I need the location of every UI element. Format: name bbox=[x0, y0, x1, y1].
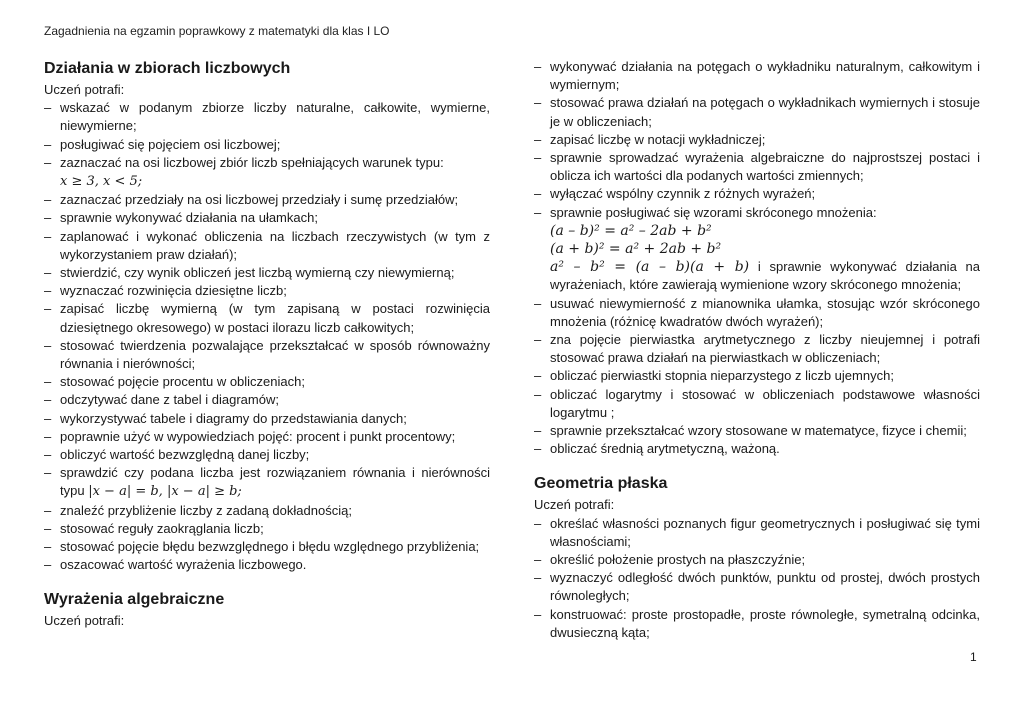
list-item bbox=[44, 464, 490, 501]
list-item: – wykorzystywać tabele i diagramy do przedstawiania danych; bbox=[44, 410, 490, 428]
list-item: – odczytywać dane z tabel i diagramów; bbox=[44, 391, 490, 409]
list-item bbox=[44, 154, 490, 191]
list-item: – zna pojęcie pierwiastka arytmetycznego z liczby nieujemnej i potrafi stosować prawa działań na pierwiastkach w obliczeniach; bbox=[534, 331, 980, 367]
list-item: – obliczać logarytmy i stosować w obliczeniach podstawowe własności logarytmu ; bbox=[534, 386, 980, 422]
skills-list bbox=[534, 515, 980, 642]
skills-list bbox=[534, 58, 980, 458]
right-column bbox=[534, 58, 980, 642]
formula-difference-of-squares: a² – b² = (a – b)(a + b) bbox=[550, 259, 750, 276]
list-item: – usuwać niewymierność z mianownika ułamka, stosując wzór skróconego mnożenia (różnicę kwadratów dwóch wyrażeń); bbox=[534, 295, 980, 331]
list-item: – stosować pojęcie procentu w obliczeniach; bbox=[44, 373, 490, 391]
list-item: – określać własności poznanych figur geometrycznych i posługiwać się tymi własnościami; bbox=[534, 515, 980, 551]
item-text: zaznaczać na osi liczbowej zbiór liczb spełniających warunek typu: bbox=[60, 154, 444, 170]
section-title-dzialania: Działania w zbiorach liczbowych bbox=[44, 60, 291, 77]
list-item: – konstruować: proste prostopadłe, proste równoległe, symetralną odcinka, dwusieczną kąta; bbox=[534, 606, 980, 642]
formula-difference-square: (a – b)² = a² – 2ab + b² bbox=[550, 222, 712, 239]
list-item: – wyznaczyć odległość dwóch punktów, punktu od prostej, dwóch prostych równoległych; bbox=[534, 569, 980, 605]
section-intro: Uczeń potrafi: bbox=[44, 613, 125, 629]
list-item: – posługiwać się pojęciem osi liczbowej; bbox=[44, 136, 490, 154]
list-item: – poprawnie użyć w wypowiedziach pojęć: procent i punkt procentowy; bbox=[44, 428, 490, 446]
list-item: – obliczyć wartość bezwzględną danej liczby; bbox=[44, 446, 490, 464]
left-column bbox=[44, 56, 490, 631]
skills-list bbox=[44, 99, 490, 574]
list-item: – określić położenie prostych na płaszczyźnie; bbox=[534, 551, 980, 569]
list-item: – stosować prawa działań na potęgach o wykładnikach wymiernych i stosuje je w obliczeniach; bbox=[534, 94, 980, 130]
list-item: – wykonywać działania na potęgach o wykładniku naturalnym, całkowitym i wymiernym; bbox=[534, 58, 980, 94]
section-title-geometria: Geometria płaska bbox=[534, 475, 668, 493]
list-item: – znaleźć przybliżenie liczby z zadaną dokładnością; bbox=[44, 502, 490, 520]
item-text: sprawnie posługiwać się wzorami skróconego mnożenia: bbox=[550, 204, 877, 220]
list-item: – obliczać pierwiastki stopnia nieparzystego z liczb ujemnych; bbox=[534, 367, 980, 385]
list-item: – stosować twierdzenia pozwalające przekształcać w sposób równoważny równania i nierówności; bbox=[44, 337, 490, 373]
list-item: – zapisać liczbę w notacji wykładniczej; bbox=[534, 131, 980, 149]
list-item: – stwierdzić, czy wynik obliczeń jest liczbą wymierną czy niewymierną; bbox=[44, 264, 490, 282]
list-item: – oszacować wartość wyrażenia liczbowego. bbox=[44, 556, 490, 574]
list-item: – sprawnie przekształcać wzory stosowane w matematyce, fizyce i chemii; bbox=[534, 422, 980, 440]
page-header: Zagadnienia na egzamin poprawkowy z matematyki dla klas I LO bbox=[44, 24, 390, 38]
list-item: – wyznaczać rozwinięcia dziesiętne liczb; bbox=[44, 282, 490, 300]
page-number: 1 bbox=[970, 650, 977, 664]
list-item: – stosować reguły zaokrąglania liczb; bbox=[44, 520, 490, 538]
section-title-wyrazenia: Wyrażenia algebraiczne bbox=[44, 591, 225, 609]
list-item: – sprawnie wykonywać działania na ułamkach; bbox=[44, 209, 490, 227]
item-text: i sprawnie wykonywać działania na wyrażeniach, które zawierają wymienione wzory skróconego mnożenia; bbox=[550, 259, 980, 293]
list-item: – wyłączać wspólny czynnik z różnych wyrażeń; bbox=[534, 185, 980, 203]
list-item: – zaznaczać przedziały na osi liczbowej przedziały i sumę przedziałów; bbox=[44, 191, 490, 209]
list-item: – wskazać w podanym zbiorze liczby naturalne, całkowite, wymierne, niewymierne; bbox=[44, 99, 490, 135]
list-item: – zaplanować i wykonać obliczenia na liczbach rzeczywistych (w tym z wykorzystaniem praw działań); bbox=[44, 228, 490, 264]
list-item: – sprawnie sprowadzać wyrażenia algebraiczne do najprostszej postaci i oblicza ich wartości dla podanych wartości zmiennych; bbox=[534, 149, 980, 185]
list-item: – obliczać średnią arytmetyczną, ważoną. bbox=[534, 440, 980, 458]
item-text: sprawdzić czy podana liczba jest rozwiązaniem równania i nierówności typu bbox=[60, 465, 490, 499]
math-condition: x ≥ 3, x < 5; bbox=[60, 174, 143, 190]
list-item: – stosować pojęcie błędu bezwzględnego i błędu względnego przybliżenia; bbox=[44, 538, 490, 556]
list-item bbox=[534, 204, 980, 295]
list-item: – zapisać liczbę wymierną (w tym zapisaną w postaci rozwinięcia dziesiętnego okresowego) w postaci ilorazu liczb całkowitych; bbox=[44, 300, 490, 336]
formula-sum-square: (a + b)² = a² + 2ab + b² bbox=[550, 241, 722, 258]
section-intro: Uczeń potrafi: bbox=[44, 82, 125, 97]
math-absolute-value: |x − a| = b, |x − a| ≥ b; bbox=[88, 484, 242, 500]
section-intro: Uczeń potrafi: bbox=[534, 497, 615, 513]
